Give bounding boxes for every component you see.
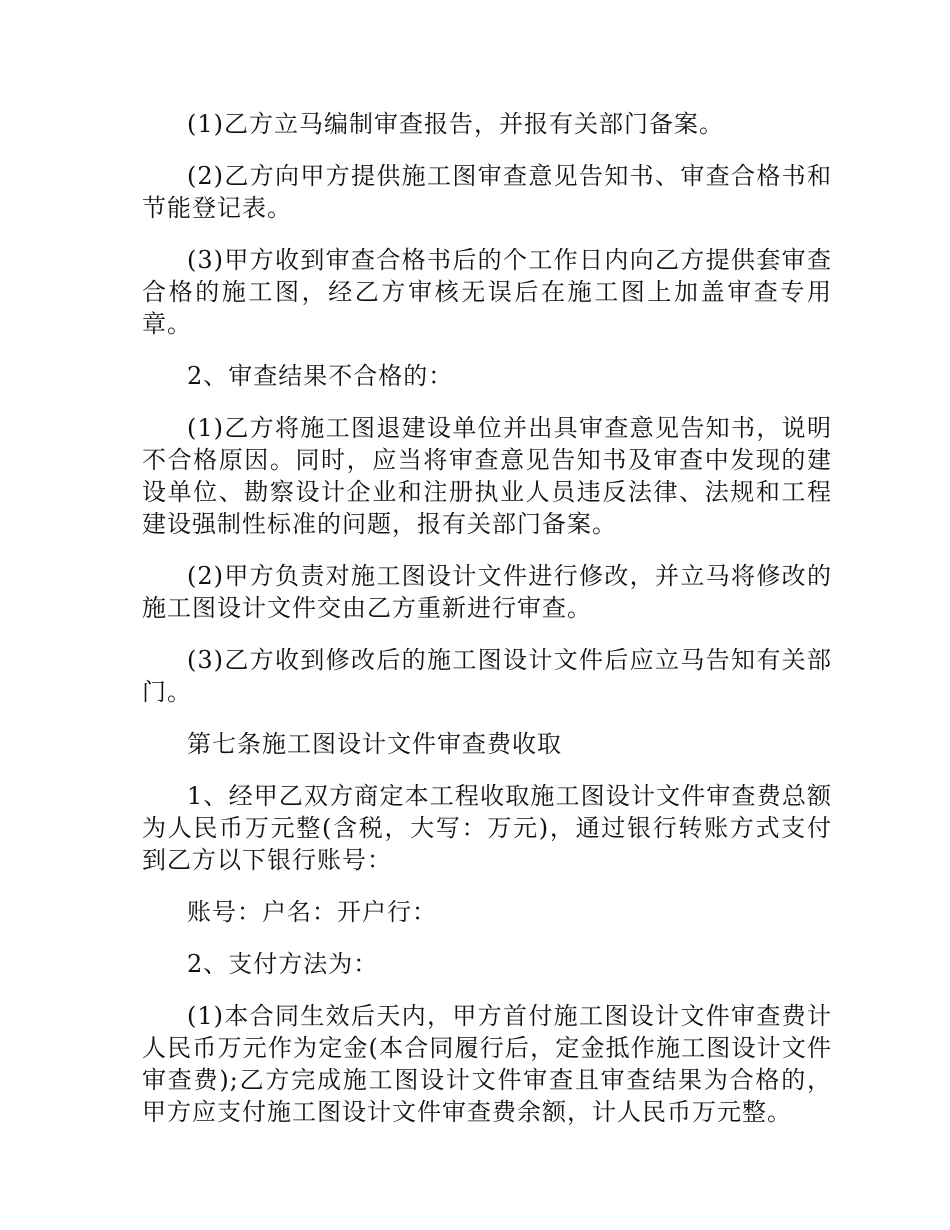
paragraph: (2)甲方负责对施工图设计文件进行修改，并立马将修改的施工图设计文件交由乙方重新进行审查。 [142,562,832,622]
paragraph: (1)乙方将施工图退建设单位并出具审查意见告知书，说明不合格原因。同时，应当将审查意见告知书及审查中发现的建设单位、勘察设计企业和注册执业人员违反法律、法规和工程建设强制性标准的问题，报有关部门备案。 [142,414,832,538]
paragraph: 2、支付方法为： [187,950,379,978]
paragraph: (3)乙方收到修改后的施工图设计文件后应立马告知有关部门。 [142,646,832,706]
paragraph: 账号：户名：开户行： [187,898,437,926]
paragraph: 2、审查结果不合格的： [187,362,454,390]
document-body [142,108,832,1148]
paragraph: (2)乙方向甲方提供施工图审查意见告知书、审查合格书和节能登记表。 [142,162,832,222]
paragraph: (1)本合同生效后天内，甲方首付施工图设计文件审查费计人民币万元作为定金(本合同履行后，定金抵作施工图设计文件审查费);乙方完成施工图设计文件审查且审查结果为合格的，甲方应支付施工图设计文件审查费余额，计人民币万元整。 [142,1002,832,1126]
paragraph: 1、经甲乙双方商定本工程收取施工图设计文件审查费总额为人民币万元整(含税，大写：万元)，通过银行转账方式支付到乙方以下银行账号： [142,782,832,874]
paragraph: (3)甲方收到审查合格书后的个工作日内向乙方提供套审查合格的施工图，经乙方审核无误后在施工图上加盖审查专用章。 [142,246,832,338]
paragraph: (1)乙方立马编制审查报告，并报有关部门备案。 [187,110,724,138]
section-heading: 第七条施工图设计文件审查费收取 [187,730,562,758]
